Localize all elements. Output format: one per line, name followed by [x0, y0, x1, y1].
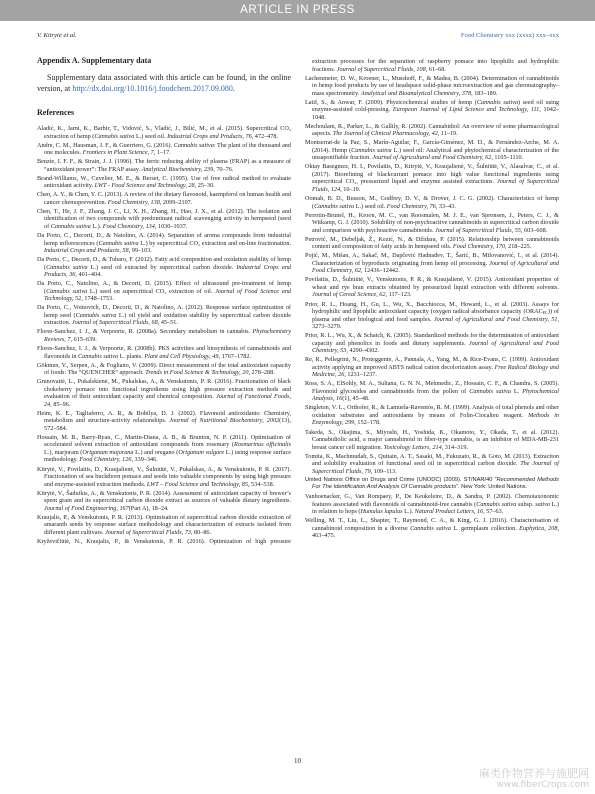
- reference-italic-text: Cannabis sativa: [476, 500, 517, 508]
- reference-item: [305, 356, 559, 379]
- reference-text: subsp.: [516, 500, 536, 508]
- reference-item: [37, 466, 291, 489]
- reference-text: Singleton, V. L., Orthofer, R., & Lamuela-Raventós, R. M. (1999). Analysis of total phenols and other oxidation substrates and antioxidants by means of Folin-Ciocalteu reagent.: [305, 404, 559, 419]
- reference-item: [37, 158, 291, 173]
- reference-italic-text: LWT – Food Science and Technology, 85: [146, 480, 248, 488]
- reference-text: , 1767–1782.: [218, 352, 251, 360]
- reference-italic-text: Industrial Crops and Products, 76: [167, 132, 252, 140]
- reference-text: L.) using response surface methodology.: [44, 448, 291, 464]
- reference-italic-text: Journal of Food Engineering, 167: [44, 504, 129, 512]
- reference-italic-text: The Journal of Supercritical Fluids, 79: [312, 460, 560, 475]
- reference-item: [37, 514, 291, 537]
- reference-item: [305, 517, 559, 540]
- reference-item: [305, 380, 559, 403]
- reference-item: [37, 434, 291, 464]
- reference-item: [305, 252, 559, 275]
- reference-italic-text: Euphytica, 208: [519, 524, 558, 532]
- reference-italic-text: Rosmarinus officinalis: [234, 441, 291, 449]
- reference-italic-text: Cannabis sativa: [46, 263, 88, 271]
- reference-text: Chen, A. Y., & Chen, Y. C. (2013). A review of the dietary flavonoid, kaempferol on human health and cancer chemoprevention.: [37, 191, 291, 206]
- reference-item: [305, 276, 559, 299]
- reference-text: , 99–103.: [128, 247, 152, 255]
- reference-italic-text: sativa: [535, 500, 550, 508]
- reference-item: [305, 453, 559, 476]
- reference-item: [37, 232, 291, 255]
- reference-italic-text: Methods in Enzymology, 299: [312, 411, 560, 427]
- reference-text: Kitrytė, V., Šaduikis, A., & Venskutonis, P. R. (2014). Assessment of antioxidant capacity of brewer’s spent grain and its supercritical carbon dioxide extract as sources of valuable dietary ingredients.: [37, 489, 291, 505]
- reference-text: , 401–404.: [75, 271, 102, 279]
- reference-italic-text: Journal of Supercritical Fluids, 68: [71, 319, 158, 327]
- reference-text: L.) seed oil.: [354, 202, 387, 210]
- reference-item: [37, 328, 291, 343]
- reference-item: [305, 477, 559, 492]
- reference-text: , 603–608.: [520, 226, 548, 234]
- reference-text: L.) seed on supercritical CO₂ extraction of oil.: [87, 287, 216, 295]
- reference-text: Flores-Sanchez, I. J., & Verpoorte, R. (2008a). Secondary metabolism in cannabis.: [37, 328, 253, 336]
- reference-text: Kryževičiūtė, N., Kraujalis, P., & Venskutonis, P. R. (2016). Optimization of high pressure: [37, 537, 291, 545]
- running-head-authors: V. Kitrytė et al.: [37, 32, 77, 39]
- reference-text: , 472–478.: [251, 132, 278, 140]
- reference-text: L. plants.: [118, 352, 145, 360]
- reference-text: Oomah, B. D., Busson, M., Godfrey, D. V., & Drover, J. C. G. (2002). Characteristics of hemp (: [305, 195, 559, 210]
- reference-text: Welling, M. T., Liu, L., Shapter, T., Raymond, C. A., & King, G. J. (2016). Characterisation of cannabinoid composition in a diverse: [305, 517, 559, 532]
- reference-italic-text: Journal of Agricultural and Food Chemistry, 62: [312, 259, 559, 275]
- reference-text: Povilaitis, D., Šulniūtė, V., Venskutonis, P. R., & Kraujalienė, V. (2015). Antioxidant properties of wheat and rye bran extracts obtained by pressurized liquid extraction with different solvents.: [305, 276, 559, 291]
- reference-italic-text: Food Chemistry, 170: [452, 243, 505, 251]
- reference-text: , 2099–2107.: [159, 198, 193, 206]
- reference-text: : The plant of the thousand and one molecules.: [44, 141, 291, 157]
- reference-item: [305, 301, 559, 331]
- reference-italic-text: Journal of Functional Foods, 24: [44, 393, 291, 408]
- appendix-paragraph: [37, 72, 291, 94]
- reference-italic-text: Journal of Agricultural and Food Chemistry, 62: [372, 154, 492, 162]
- reference-text: Ross, S. A., ElSohly, M. A., Sultana, G. N. N., Mehmedic, Z., Hossain, C. F., & Chandra, S. (2005). Flavonoid glycosides and cannabinoids from the pollen of: [305, 380, 559, 395]
- reference-text: Flores-Sanchez, I. J., & Verpoorte, R. (2008b). PKS activities and biosynthesis of cannabinoids and flavonoids in: [37, 345, 291, 360]
- reference-text: L.).: [402, 508, 415, 516]
- reference-italic-text: Journal of Agricultural and Food Chemistry, 53: [312, 339, 559, 355]
- reference-text: L.).: [90, 222, 103, 230]
- reference-text: ”. New York: United Nations.: [456, 484, 528, 491]
- reference-italic-text: Journal of Supercritical Fluids, 55: [435, 226, 521, 234]
- reference-text: , 85–96.: [50, 400, 71, 408]
- reference-italic-text: Humulus lupulus: [360, 508, 403, 516]
- reference-italic-text: Plant and Cell Physiology, 49: [144, 352, 219, 360]
- reference-italic-text: Natural Product Letters, 16: [414, 508, 484, 516]
- watermark: [439, 767, 589, 791]
- reference-text: Da Porto, C., Voinovich, D., Decorti, D., & Natolino, A. (2012). Response surface optimization of hemp seed (: [37, 304, 291, 319]
- reference-text: Perrotin-Brunel, H., Kroon, M. C., van Roosmalen, M. J. E., van Spronsen, J., Peters, C. J., & Witkamp, G. J. (2010). Solubility of non-psychoactive cannabinoids in supercritical carbon dioxide and comparison with psychoactive cannabinoids.: [305, 211, 559, 234]
- reference-text: Lachenmeier, D. W., Kroener, L., Musshoff, F., & Madea, B. (2004). Determination of cannabinoids in hemp food products by use of headspace solid-phase microextraction and gas chromatography–mass spectrometry.: [305, 74, 559, 97]
- reference-item: [37, 304, 291, 327]
- reference-text: Aladić, K., Jarni, K., Barbir, T., Vidović, S., Vladić, J., Bilić, M., et al. (2015). Supercritical CO₂ extraction of hemp (: [37, 125, 291, 140]
- reference-text: L.: [510, 387, 523, 395]
- reference-text: , 1105–1110.: [491, 154, 524, 162]
- reference-italic-text: Toxicology Letters, 214: [383, 443, 442, 451]
- reference-italic-text: Journal of Supercritical Fluids, 108: [336, 65, 426, 73]
- appendix-heading: Appendix A. Supplementary data: [37, 56, 152, 65]
- reference-text: Prior, R. L., Wu, X., & Schaich, K. (2005). Standardized methods for the determination of antioxidant capacity and phenolics in foods and dietary supplements.: [305, 332, 559, 347]
- reference-text: Mechoulam, R., Parker, L., & Gallily, R. (2002). Cannabidiol: An overview of some pharmacological aspects.: [305, 122, 559, 138]
- reference-text: , 1030–1037.: [154, 222, 188, 230]
- reference-item: [37, 191, 291, 206]
- reference-text: Takeda, S., Okajima, S., Miyoshi, H., Yoshida, K., Okamoto, Y., Okada, T., et al. (2012). Cannabidiolic acid, a major cannabinoid in fiber-type cannabis, is an inhibitor of MDA-MB-231 breast cancer cell migration.: [305, 428, 559, 451]
- reference-text: L.) seed oil.: [134, 132, 168, 140]
- reference-italic-text: Analytical and Bioanalytical Chemistry, 378: [360, 89, 472, 97]
- reference-italic-text: Trends in Food Science & Technology, 20: [145, 369, 249, 377]
- reference-italic-text: Cannabis sativa: [75, 311, 117, 319]
- reference-italic-text: Cannabis sativa: [173, 141, 214, 149]
- reference-italic-text: European Journal of Lipid Science and Technology, 111: [392, 106, 540, 114]
- reference-item: [37, 378, 291, 408]
- reference-text: Da Porto, C., Decorti, D., & Tubaro, F. (2012). Fatty acid composition and oxidation stability of hemp (: [37, 256, 291, 271]
- reference-italic-text: Cannabis sativa: [351, 146, 392, 154]
- reference-italic-text: Cannabis sativa: [469, 387, 511, 395]
- reference-italic-text: Cannabis sativa: [50, 222, 91, 230]
- reference-text: Petrović, M., Debeljak, Ž., Kezić, N., & Džidara, P. (2015). Relationship between cannabinoids content and composition of fatty acids in hempseed oils.: [305, 235, 559, 251]
- reference-italic-text: Cannabis sativa: [410, 524, 451, 532]
- reference-italic-text: Cannabis sativa: [46, 287, 88, 295]
- watermark-url: www.fiberCrops.com: [496, 780, 589, 790]
- reference-text: Heim, K. E., Tagliaferro, A. R., & Bobilya, D. J. (2002). Flavonoid antioxidants: Chemistry, metabolism and structure-activity relationships.: [37, 409, 291, 425]
- reference-item: [305, 195, 559, 210]
- running-head: [37, 31, 559, 40]
- appendix-text-end: .: [232, 84, 235, 93]
- reference-text: Hossain, M. B., Barry-Ryan, C., Martin-Diana, A. B., & Brunton, N. P. (2011). Optimisation of accelerated solvent extraction of antioxidant compounds from rosemary (: [37, 433, 291, 449]
- reference-item: [305, 139, 559, 162]
- reference-text: , 3273–3279.: [312, 315, 559, 331]
- reference-italic-text: Cannabis sativa: [98, 239, 139, 247]
- references-heading: References: [37, 108, 75, 117]
- reference-italic-text: Cannabis sativa: [94, 132, 135, 140]
- reference-text: United Nations Office on Drugs and Crime (UNODC) (2009). ST/NAR/40 “: [305, 476, 497, 483]
- reference-text: L.) seed oil extracted by supercritical carbon dioxide.: [87, 263, 237, 271]
- reference-text: , 314–319.: [441, 443, 468, 451]
- reference-italic-text: Recommended Methods For The Identification And Analysis Of Cannabis products: [312, 476, 560, 491]
- banner-label: ARTICLE IN PRESS: [240, 4, 355, 16]
- running-head-journal[interactable]: Food Chemistry xxx (xxxx) xxx–xxx: [460, 32, 559, 39]
- reference-italic-text: Industrial Crops and Products, 58: [44, 247, 129, 255]
- reference-item: [37, 362, 291, 377]
- reference-text: L. germplasm collection.: [450, 524, 520, 532]
- reference-text: , 57–63.: [483, 508, 504, 516]
- reference-item: [37, 175, 291, 190]
- reference-item: [305, 404, 559, 427]
- reference-text: , 278–288.: [248, 369, 275, 377]
- reference-italic-text: Food Chemistry, 138: [107, 198, 160, 206]
- reference-item: [305, 163, 559, 193]
- reference-text: L.) in relation to hops (: [312, 500, 559, 516]
- reference-text: , 109–113.: [370, 467, 397, 475]
- reference-text: Latif, S., & Anwar, F. (2009). Physicochemical studies of hemp (: [305, 98, 477, 106]
- reference-text: L.), marjoram (: [44, 448, 83, 456]
- reference-item: [37, 280, 291, 303]
- reference-text: , 33–43.: [435, 202, 456, 210]
- reference-item: [305, 75, 559, 98]
- reference-item: [305, 236, 559, 251]
- reference-italic-text: Food Chemistry, 76: [386, 202, 436, 210]
- reference-italic-text: Journal of Cereal Science, 62: [312, 291, 386, 299]
- reference-text: , 61–68.: [425, 65, 446, 73]
- reference-italic-text: Cannabis sativa: [78, 352, 119, 360]
- reference-item: [305, 123, 559, 138]
- reference-italic-text: LWT - Food Science and Technology, 28: [94, 182, 195, 190]
- reference-text: Vanhoenacker, G., Van Rompaey, P., De Keukeleire, D., & Sandra, P. (2002). Chemotaxonomic features associated with flavonoids of cannabinoid-free cannabis (: [305, 493, 559, 508]
- left-column: [37, 56, 291, 547]
- reference-italic-text: Phytochemical Analysis, 16: [312, 387, 559, 403]
- references-list-right: [305, 75, 559, 540]
- reference-text: , 45–51.: [157, 319, 178, 327]
- reference-text: L.) and oregano (: [133, 448, 179, 456]
- reference-italic-text: Frontiers in Plant Science, 7: [82, 149, 154, 157]
- reference-item: [37, 345, 291, 360]
- supplementary-data-link[interactable]: http://dx.doi.org/10.1016/j.foodchem.2017.09.080: [72, 84, 233, 93]
- reference-item: [305, 429, 559, 452]
- reference-text: , 11–19.: [437, 130, 458, 138]
- reference-text: Kitrytė, V., Povilaitis, D., Kraujalienė, V., Šulniūtė, V., Pukalskas, A., & Venskutonis, P. R. (2017). Fractionation of sea buckthorn pomace and seeds into valuable components by using high pressure and enzyme-assisted extraction methods.: [37, 465, 291, 488]
- reference-italic-text: Journal of Supercritical Fluids, 124: [312, 178, 560, 193]
- reference-text: Grunovaitė, L., Pukalskienė, M., Pukalskas, A., & Venskutonis, P. R. (2016). Fractionation of black chokeberry pomace into functional ingredients using high pressure extraction methods and evaluation of their antioxidant capacity and chemical composition.: [37, 378, 291, 401]
- reference-text: , 534–538.: [247, 480, 275, 488]
- reference-text: Tomita, K., Machmudah, S., Quitain, A. T., Sasaki, M., Fukuzato, R., & Goto, M. (2013). Extraction and solubility evaluation of functional seed oil in supercritical carbon dioxide.: [305, 452, 559, 468]
- reference-item: [305, 493, 559, 516]
- reference-text: , 1231–1237.: [344, 371, 377, 379]
- references-list-left: [37, 125, 291, 545]
- reference-item: [37, 538, 291, 546]
- reference-text: , 339–346.: [131, 456, 158, 464]
- reference-italic-text: Origanum vulgare: [178, 448, 225, 456]
- reference-text: Benzie, I. F. F., & Strain, J. J. (1996). The ferric reducing ability of plasma (FRAP) as a measure of “antioxidant power”: The FRAP assay.: [37, 158, 291, 173]
- reference-text: Prior, R. L., Hoang, H., Gu, L., Wu, X., Bacchiocca, M., Howard, L., et al. (2003). Assays for hydrophilic and lipophilic antioxidant capacity (oxygen radical absorbance capacity (ORAC: [305, 300, 559, 316]
- reference-italic-text: Journal of Supercritical Fluids, 73: [105, 528, 191, 536]
- reference-italic-text: Food Chemistry, 134: [102, 222, 155, 230]
- reference-text: Pojić, M., Mišan, A., Sakač, M., Dapčević Hadnađev, T., Šarić, B., Milovanović, I., et al. (2014). Characterization of byproducts originating from hemp oil processing.: [305, 252, 559, 267]
- reference-text: )) of plasma and other biological and food samples.: [312, 308, 559, 323]
- reference-text: Kraujalis, P., & Venskutonis, P. R. (2013). Optimisation of supercritical carbon dioxide extraction of amaranth seeds by response surface methodology and characterization of extracts isolated from different plant cultivars.: [37, 513, 291, 536]
- reference-text: L.) oil yield and oxidation stability by supercritical carbon dioxide extraction.: [44, 311, 291, 327]
- reference-text: Montserrat-de la Paz, S., Marín-Aguilar, F., García-Giménez, M. D., & Fernández-Arche, M. A. (2014). Hemp (: [305, 139, 559, 154]
- reference-text: Brand-Williams, W., Cuvelier, M. E., & Berset, C. (1995). Use of free radical method to evaluate antioxidant activity.: [37, 174, 291, 190]
- reference-text: Re, R., Pellegrini, N., Proteggente, A., Pannala, A., Yang, M., & Rice-Evans, C. (1999). Antioxidant activity applying an improved ABTS radical cation decolorization assay.: [305, 356, 559, 371]
- reference-item: [305, 212, 559, 235]
- reference-text: , 25–30.: [194, 182, 215, 190]
- reference-text: , 80–86.: [190, 528, 212, 536]
- reference-text: , 10–19.: [340, 185, 361, 193]
- reference-item: [37, 256, 291, 279]
- reference-italic-text: Journal of Agricultural and Food Chemistry, 51: [433, 315, 558, 323]
- reference-item: [37, 490, 291, 513]
- reference-subscript: FL: [542, 310, 548, 316]
- right-column: [305, 58, 559, 541]
- reference-text: Da Porto, C., Decorti, D., & Natolino, A. (2014). Separation of aroma compounds from industrial hemp inflorescences (: [37, 232, 291, 247]
- reference-item: [37, 410, 291, 433]
- reference-text: Oktay Basegmez, H. I., Povilaitis, D., Kitrytė, V., Kraujalienė, V., Šulniūtė, V., Alasalvar, C., et al. (2017). Biorefining of blackcurrant pomace into high value functional ingredients using supercritical CO₂, pressurized liquid and enzyme assisted extractions.: [305, 163, 559, 186]
- reference-text: , 117–123.: [385, 291, 412, 299]
- reference-text: Da Porto, C., Natolino, A., & Decorti, D. (2015). Effect of ultrasound pre-treatment of hemp (: [37, 280, 291, 295]
- reference-text: Chen, T., He, J. F., Zhang, J. C., Li, X. H., Zhang, H., Hao, J. X., et al. (2012). The isolation and identification of two compounds with predominant radical scavenging activity in hempseed (seed of: [37, 207, 291, 230]
- reference-text: Andre, C. M., Hausman, J. F., & Guerriero, G. (2016).: [37, 141, 174, 149]
- article-in-press-banner: [0, 0, 595, 21]
- reference-italic-text: The Journal of Clinical Pharmacology, 42: [332, 130, 438, 138]
- reference-text: , 1042–1048.: [312, 106, 560, 121]
- reference-text: , 1–17.: [153, 149, 171, 157]
- reference-item: [305, 99, 559, 122]
- reference-text: , 183–189.: [471, 89, 498, 97]
- reference-item: [37, 125, 291, 140]
- reference-text: , 218–225.: [505, 243, 532, 251]
- reference-text: (Part A), 18–24.: [128, 504, 169, 512]
- reference-item: [37, 142, 291, 157]
- reference-continuation: [305, 58, 559, 73]
- reference-text: (13), 572–584.: [44, 417, 291, 432]
- reference-italic-text: Food Chemistry, 126: [79, 456, 132, 464]
- reference-italic-text: Cannabis sativa: [476, 98, 519, 106]
- appendix-text: Supplementary data associated with this article can be found, in the online version, at: [37, 73, 291, 93]
- reference-italic-text: Journal of Food Science and Technology, 52: [44, 287, 292, 303]
- reference-text: , 70–76.: [213, 165, 234, 173]
- reference-italic-text: Phytochemistry Reviews, 7: [44, 328, 291, 343]
- reference-italic-text: Cannabis sativa: [314, 202, 355, 210]
- reference-text: Gökmen, V., Serpen, A., & Fogliano, V. (2009). Direct measurement of the total antioxidant capacity of foods: The “QUENCHER” approach.: [37, 361, 291, 377]
- reference-text: , 463–475.: [312, 524, 559, 540]
- reference-text: ) seed oil using enzyme-assisted cold-pressing.: [312, 98, 560, 114]
- reference-text: L.) by supercritical CO₂ extraction and on-line fractionation.: [138, 239, 291, 247]
- reference-text: , 152–178.: [354, 419, 381, 427]
- reference-italic-text: Origanum majorana: [82, 448, 134, 456]
- reference-italic-text: Free Radical Biology and Medicine, 26: [312, 363, 559, 379]
- reference-italic-text: Analytical Biochemistry, 239: [141, 165, 214, 173]
- reference-text: L.) seed oil: Analytical and phytochemical characterization of the unsaponifiable fraction.: [312, 146, 559, 162]
- reference-text: , 1748–1753.: [81, 295, 114, 303]
- reference-text: (1), 45–48.: [342, 395, 370, 403]
- reference-text: , 12436–12442.: [360, 267, 400, 275]
- page-number: 10: [294, 757, 301, 765]
- reference-item: [37, 208, 291, 231]
- reference-text: , 615–639.: [70, 335, 97, 343]
- reference-italic-text: Journal of Nutritional Biochemistry, 2002: [169, 417, 280, 425]
- reference-item: [305, 332, 559, 355]
- reference-text: extraction processes for the separation of raspberry pomace into lipophilic and hydrophilic fractions.: [312, 58, 559, 73]
- reference-italic-text: Industrial Crops and Products, 36: [44, 263, 292, 279]
- reference-text: , 4290–4302.: [346, 347, 379, 355]
- watermark-site-name: 麻类作物营养与施肥网: [479, 767, 589, 780]
